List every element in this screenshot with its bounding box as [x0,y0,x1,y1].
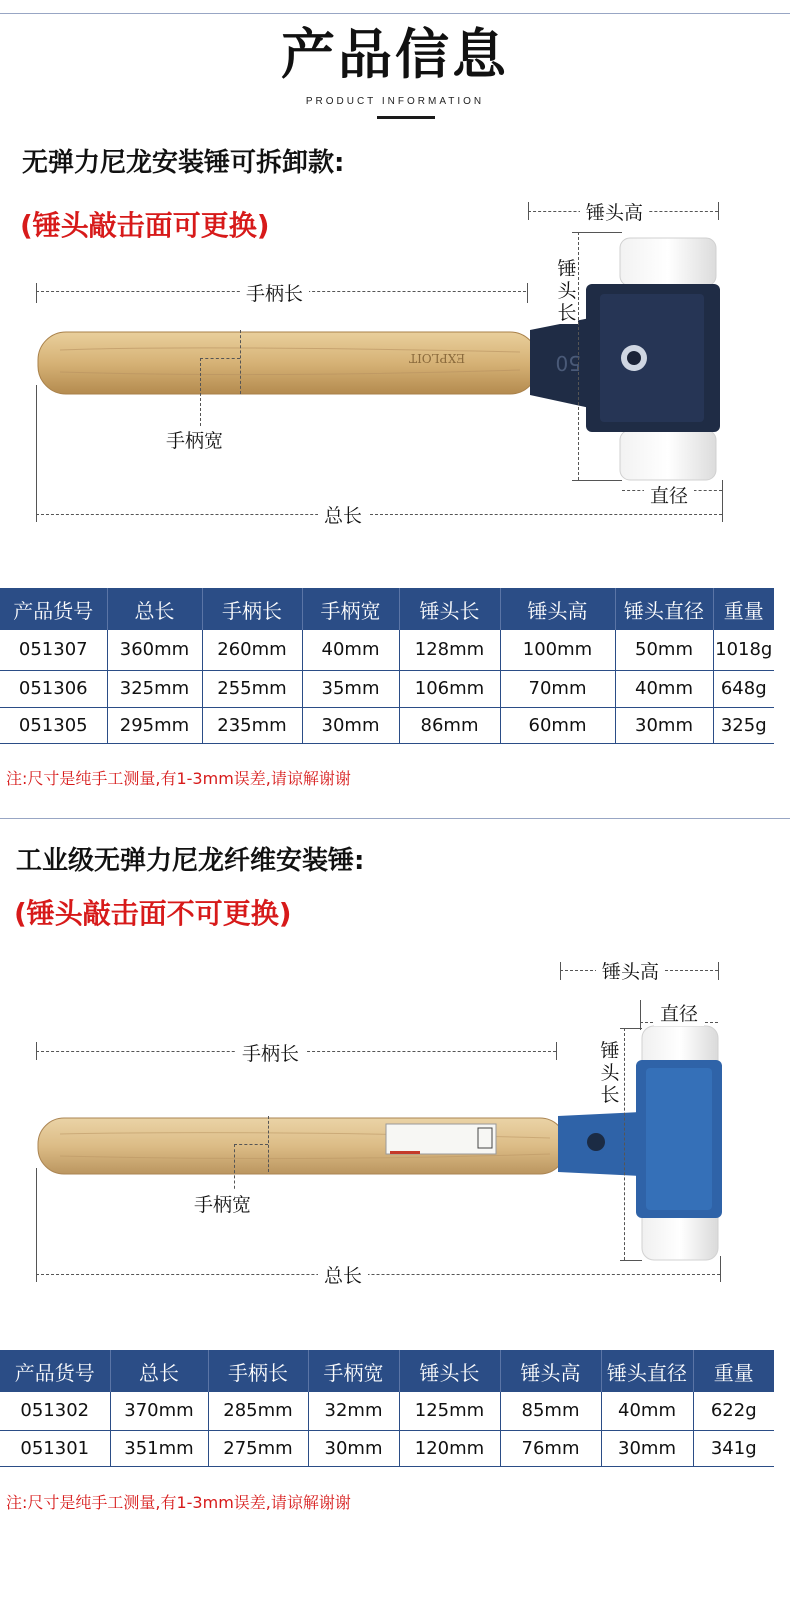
hammer1-brand: EXPLOIT [409,351,465,365]
table-cell: 40mm [601,1392,693,1430]
hammer1-bottom-face [620,430,716,480]
col-header: 锤头长 [399,588,500,630]
col-header: 重量 [713,588,774,630]
section1-title: 无弹力尼龙安装锤可拆卸款: [22,148,345,178]
table-cell: 325g [713,707,774,743]
col-header: 重量 [693,1350,774,1392]
table-header-row [0,1350,774,1392]
table-cell: 235mm [202,707,302,743]
col-header: 手柄长 [202,588,302,630]
s1-head-length-tick-bottom [572,480,622,481]
table-row [0,670,774,707]
col-header: 产品货号 [0,1350,110,1392]
s1-total-length-line [36,514,722,515]
s1-handle-width-connector [200,358,240,359]
s1-head-length-label: 锤头长 [557,258,577,324]
section2-note: (锤头敲击面不可更换) [14,897,292,930]
s2-total-length-tick-right [720,1256,721,1282]
table-header-row [0,588,774,630]
table-cell: 051307 [0,630,107,670]
s2-handle-width-connector [234,1144,268,1145]
col-header: 总长 [107,588,202,630]
table-cell: 051306 [0,670,107,707]
s1-footnote: 注:尺寸是纯手工测量,有1-3mm误差,请谅解谢谢 [6,769,351,788]
table-cell: 32mm [308,1392,399,1430]
col-header: 锤头高 [500,588,615,630]
col-header: 手柄宽 [308,1350,399,1392]
s2-diameter-tick [640,1000,641,1030]
table-cell: 30mm [308,1430,399,1466]
s1-handle-width-label: 手柄宽 [160,426,229,453]
table-cell: 325mm [107,670,202,707]
section1-note: (锤头敲击面可更换) [20,209,270,242]
s1-handle-length-tick-left [36,283,37,303]
table-cell: 120mm [399,1430,500,1466]
col-header: 锤头长 [399,1350,500,1392]
table-row [0,1430,774,1466]
s1-handle-length-label: 手柄长 [240,279,309,306]
table-cell: 051301 [0,1430,110,1466]
s1-total-length-label: 总长 [318,501,368,528]
table-cell: 70mm [500,670,615,707]
page-subtitle: PRODUCT INFORMATION [305,96,485,107]
col-header: 手柄长 [208,1350,308,1392]
table-cell: 255mm [202,670,302,707]
s2-handle-length-tick-left [36,1042,37,1060]
s2-head-height-tick-left [560,962,561,980]
s2-footnote: 注:尺寸是纯手工测量,有1-3mm误差,请谅解谢谢 [6,1493,351,1512]
s2-handle-width-label: 手柄宽 [188,1190,257,1217]
table-cell: 35mm [302,670,399,707]
s1-diameter-label: 直径 [644,481,694,508]
s2-diameter-label: 直径 [654,999,704,1026]
s2-head-length-tick-bottom [620,1260,642,1261]
s2-handle-width-line2 [268,1116,269,1172]
table-cell: 40mm [615,670,713,707]
s1-head-length-tick-top [572,232,622,233]
table-cell: 40mm [302,630,399,670]
top-divider [0,13,790,14]
table-cell: 85mm [500,1392,601,1430]
page-title: 产品信息 [281,23,509,86]
table-cell: 360mm [107,630,202,670]
table-cell: 50mm [615,630,713,670]
s2-total-length-label: 总长 [318,1261,368,1288]
table-cell: 260mm [202,630,302,670]
table-cell: 125mm [399,1392,500,1430]
table-cell: 370mm [110,1392,208,1430]
table-row [0,707,774,743]
s1-head-height-tick-left [528,202,529,220]
table-cell: 051302 [0,1392,110,1430]
s2-handle-length-tick-right [556,1042,557,1060]
s1-total-length-tick-left [36,385,37,522]
s1-handle-length-tick-right [527,283,528,303]
table-cell: 128mm [399,630,500,670]
table-cell: 30mm [302,707,399,743]
table-cell: 622g [693,1392,774,1430]
table-cell: 648g [713,670,774,707]
col-header: 锤头直径 [601,1350,693,1392]
s2-head-length-label: 锤头长 [600,1040,620,1106]
table-cell: 106mm [399,670,500,707]
s2-head-length-line [624,1028,625,1260]
table-cell: 30mm [615,707,713,743]
col-header: 手柄宽 [302,588,399,630]
table-cell: 341g [693,1430,774,1466]
table-cell: 051305 [0,707,107,743]
s1-head-height-label: 锤头高 [580,198,649,225]
hammer1-number: 50 [555,351,581,375]
s2-handle-length-label: 手柄长 [236,1039,305,1066]
s2-total-length-line [36,1274,720,1275]
table-cell: 60mm [500,707,615,743]
col-header: 总长 [110,1350,208,1392]
s1-total-length-tick-right [722,480,723,522]
s1-head-length-line [578,232,579,480]
col-header: 产品货号 [0,588,107,630]
s2-head-height-label: 锤头高 [596,957,665,984]
col-header: 锤头高 [500,1350,601,1392]
table-cell: 285mm [208,1392,308,1430]
s2-handle-width-line [234,1144,235,1194]
title-underline [377,116,435,119]
table-row [0,1392,774,1430]
table-cell: 275mm [208,1430,308,1466]
hammer1-top-face [620,238,716,286]
table-cell: 351mm [110,1430,208,1466]
section-divider [0,818,790,819]
table-cell: 86mm [399,707,500,743]
s2-spec-table [0,1350,774,1467]
table-row [0,630,774,670]
s1-handle-width-line [200,358,201,426]
col-header: 锤头直径 [615,588,713,630]
s1-spec-table [0,588,774,744]
s1-handle-width-line2 [240,330,241,394]
section2-title: 工业级无弹力尼龙纤维安装锤: [16,846,365,876]
table-cell: 100mm [500,630,615,670]
table-cell: 1018g [713,630,774,670]
s2-head-height-tick-right [718,962,719,980]
s2-total-length-tick-left [36,1168,37,1282]
table-cell: 295mm [107,707,202,743]
table-cell: 30mm [601,1430,693,1466]
s1-head-height-tick-right [718,202,719,220]
table-cell: 76mm [500,1430,601,1466]
